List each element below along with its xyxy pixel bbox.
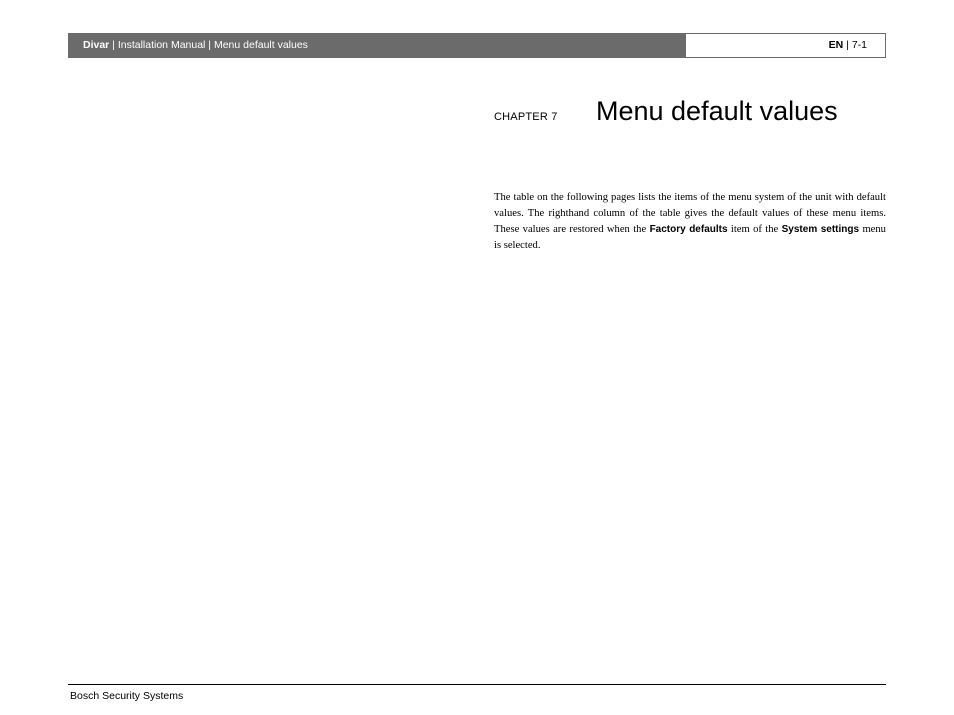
footer-company: Bosch Security Systems (70, 690, 184, 702)
header-separator-2: | (205, 39, 214, 51)
term-system-settings: System settings (781, 224, 860, 235)
term-factory-defaults: Factory defaults (649, 224, 728, 235)
header-language: EN (828, 39, 844, 51)
header-product: Divar (83, 39, 110, 51)
footer-divider (68, 684, 886, 685)
intro-text-1: The table on the following pages lists the items of the menu system of the unit with default values. The righthand column of the table gives the default values of these menu items. These values are restored when the (494, 192, 886, 235)
running-header (68, 33, 886, 58)
header-separator-1: | (109, 39, 118, 51)
intro-text-3: menu is selected. (494, 224, 886, 251)
intro-paragraph (494, 190, 886, 254)
header-separator-3: | (843, 39, 852, 51)
chapter-title: Menu default values (596, 96, 838, 126)
header-title-block (68, 33, 686, 58)
header-page-number: 7-1 (851, 39, 867, 51)
header-section: Menu default values (213, 39, 308, 51)
header-page-block (686, 33, 886, 58)
chapter-label: CHAPTER 7 (494, 111, 558, 123)
intro-text-2: item of the (727, 224, 782, 235)
header-manual: Installation Manual (117, 39, 206, 51)
